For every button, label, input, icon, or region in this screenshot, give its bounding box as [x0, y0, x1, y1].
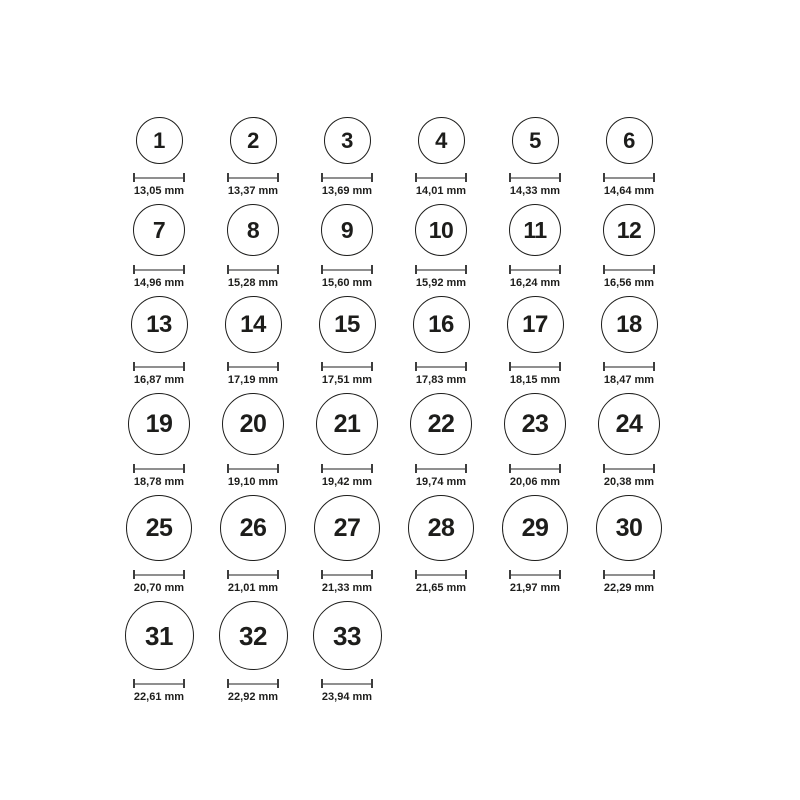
- ring-size-row: [112, 296, 800, 387]
- diameter-label: 16,87 mm: [133, 374, 185, 386]
- ring-size-item: [300, 117, 394, 198]
- diameter-label: 15,60 mm: [321, 277, 373, 289]
- ring-size-item: [112, 393, 206, 489]
- diameter-ruler-icon: [415, 570, 467, 579]
- ring-circle: [603, 204, 655, 256]
- diameter-label: 22,61 mm: [133, 691, 185, 703]
- diameter-ruler-icon: [509, 464, 561, 473]
- diameter-ruler-icon: [133, 464, 185, 473]
- ring-circle: [512, 117, 559, 164]
- ring-size-item: [394, 495, 488, 595]
- ring-size-number: 28: [427, 513, 455, 542]
- diameter-ruler-icon: [415, 464, 467, 473]
- ring-circle: [126, 495, 192, 561]
- ring-size-item: [488, 393, 582, 489]
- diameter-ruler-icon: [227, 570, 279, 579]
- ring-size-row: [112, 204, 800, 290]
- ring-circle: [410, 393, 472, 455]
- ruler-line: [229, 683, 277, 685]
- ring-circle: [131, 296, 188, 353]
- ruler-tick-icon: [183, 173, 185, 182]
- ring-circle: [415, 204, 467, 256]
- ring-size-item: [300, 495, 394, 595]
- ruler-line: [417, 269, 465, 271]
- ruler-line: [605, 574, 653, 576]
- diameter-label: 14,01 mm: [415, 185, 467, 197]
- ring-circle: [227, 204, 279, 256]
- diameter-ruler-icon: [321, 679, 373, 688]
- ring-size-number: 23: [521, 409, 549, 438]
- ring-size-item: [206, 204, 300, 290]
- diameter-ruler-icon: [509, 265, 561, 274]
- ring-circle: [313, 601, 382, 670]
- ruler-line: [135, 468, 183, 470]
- ring-size-item: [206, 117, 300, 198]
- diameter-ruler-icon: [509, 173, 561, 182]
- ruler-tick-icon: [371, 679, 373, 688]
- ring-size-row: [112, 117, 800, 198]
- ring-size-item: [300, 204, 394, 290]
- ruler-line: [511, 366, 559, 368]
- diameter-ruler-icon: [133, 362, 185, 371]
- ruler-tick-icon: [183, 362, 185, 371]
- ring-size-number: 5: [529, 127, 541, 153]
- ring-circle: [319, 296, 376, 353]
- ring-circle: [230, 117, 277, 164]
- ruler-line: [511, 269, 559, 271]
- ring-circle: [136, 117, 183, 164]
- ruler-line: [323, 574, 371, 576]
- ring-size-item: [394, 393, 488, 489]
- ring-size-item: [394, 296, 488, 387]
- ring-size-item: [300, 296, 394, 387]
- ring-size-number: 29: [521, 513, 549, 542]
- ring-size-item: [112, 296, 206, 387]
- ruler-tick-icon: [653, 173, 655, 182]
- diameter-ruler-icon: [227, 362, 279, 371]
- ruler-tick-icon: [559, 173, 561, 182]
- ruler-line: [323, 177, 371, 179]
- diameter-ruler-icon: [227, 265, 279, 274]
- ring-circle: [408, 495, 474, 561]
- diameter-label: 14,33 mm: [509, 185, 561, 197]
- ring-circle: [324, 117, 371, 164]
- ruler-tick-icon: [371, 464, 373, 473]
- ruler-tick-icon: [277, 362, 279, 371]
- ruler-line: [229, 366, 277, 368]
- diameter-label: 14,96 mm: [133, 277, 185, 289]
- ruler-line: [417, 468, 465, 470]
- diameter-label: 22,92 mm: [227, 691, 279, 703]
- diameter-label: 19,42 mm: [321, 476, 373, 488]
- ring-size-number: 12: [616, 216, 642, 243]
- ring-circle: [598, 393, 660, 455]
- ring-size-number: 24: [615, 409, 643, 438]
- diameter-ruler-icon: [133, 570, 185, 579]
- diameter-label: 18,15 mm: [509, 374, 561, 386]
- ring-size-number: 8: [246, 216, 260, 243]
- ruler-tick-icon: [465, 265, 467, 274]
- diameter-ruler-icon: [321, 173, 373, 182]
- ring-circle: [418, 117, 465, 164]
- ruler-line: [511, 177, 559, 179]
- ruler-tick-icon: [183, 570, 185, 579]
- ruler-tick-icon: [465, 173, 467, 182]
- ring-size-number: 19: [145, 409, 173, 438]
- ring-size-number: 30: [615, 513, 643, 542]
- diameter-ruler-icon: [415, 362, 467, 371]
- ruler-tick-icon: [653, 570, 655, 579]
- ruler-line: [229, 269, 277, 271]
- ring-size-number: 13: [146, 310, 172, 338]
- ring-circle: [596, 495, 662, 561]
- diameter-ruler-icon: [509, 362, 561, 371]
- ring-circle: [314, 495, 380, 561]
- diameter-label: 17,51 mm: [321, 374, 373, 386]
- ruler-tick-icon: [559, 464, 561, 473]
- diameter-label: 19,74 mm: [415, 476, 467, 488]
- diameter-label: 16,24 mm: [509, 277, 561, 289]
- ring-size-number: 9: [340, 216, 354, 243]
- diameter-ruler-icon: [227, 173, 279, 182]
- diameter-label: 13,69 mm: [321, 185, 373, 197]
- ring-size-item: [394, 204, 488, 290]
- ruler-line: [135, 177, 183, 179]
- ring-circle: [502, 495, 568, 561]
- ruler-line: [323, 683, 371, 685]
- ring-size-number: 27: [333, 513, 361, 542]
- ruler-line: [605, 177, 653, 179]
- diameter-ruler-icon: [321, 265, 373, 274]
- ruler-tick-icon: [277, 173, 279, 182]
- ruler-tick-icon: [653, 265, 655, 274]
- ring-size-row: [112, 495, 800, 595]
- ring-size-number: 16: [428, 310, 454, 338]
- ring-size-item: [582, 117, 676, 198]
- ring-circle: [128, 393, 190, 455]
- ruler-line: [323, 269, 371, 271]
- diameter-label: 15,28 mm: [227, 277, 279, 289]
- diameter-label: 23,94 mm: [321, 691, 373, 703]
- ring-size-item: [300, 601, 394, 704]
- ring-size-number: 2: [247, 127, 259, 153]
- ruler-line: [417, 177, 465, 179]
- diameter-ruler-icon: [321, 464, 373, 473]
- ruler-tick-icon: [371, 570, 373, 579]
- ring-circle: [601, 296, 658, 353]
- ring-size-row: [112, 393, 800, 489]
- ring-size-number: 17: [522, 310, 548, 338]
- ruler-line: [229, 177, 277, 179]
- diameter-ruler-icon: [415, 265, 467, 274]
- diameter-ruler-icon: [603, 570, 655, 579]
- diameter-label: 21,97 mm: [509, 582, 561, 594]
- diameter-ruler-icon: [227, 464, 279, 473]
- ruler-line: [135, 269, 183, 271]
- ruler-line: [135, 683, 183, 685]
- diameter-label: 20,70 mm: [133, 582, 185, 594]
- diameter-label: 20,06 mm: [509, 476, 561, 488]
- ring-size-item: [582, 495, 676, 595]
- ruler-tick-icon: [277, 570, 279, 579]
- ruler-tick-icon: [183, 265, 185, 274]
- diameter-ruler-icon: [321, 362, 373, 371]
- ring-size-item: [488, 204, 582, 290]
- diameter-ruler-icon: [133, 265, 185, 274]
- ring-size-number: 18: [616, 310, 642, 338]
- ring-size-number: 11: [523, 216, 547, 243]
- ring-circle: [507, 296, 564, 353]
- ruler-line: [417, 574, 465, 576]
- diameter-ruler-icon: [603, 464, 655, 473]
- ruler-tick-icon: [277, 265, 279, 274]
- ruler-tick-icon: [653, 464, 655, 473]
- ring-size-number: 31: [145, 620, 173, 651]
- diameter-ruler-icon: [227, 679, 279, 688]
- ring-size-number: 21: [333, 409, 361, 438]
- ruler-tick-icon: [183, 679, 185, 688]
- ring-size-item: [206, 393, 300, 489]
- ring-circle: [125, 601, 194, 670]
- ring-size-item: [112, 601, 206, 704]
- ring-circle: [504, 393, 566, 455]
- diameter-ruler-icon: [133, 173, 185, 182]
- ring-circle: [220, 495, 286, 561]
- ring-size-row: [112, 601, 800, 704]
- ring-circle: [606, 117, 653, 164]
- diameter-label: 16,56 mm: [603, 277, 655, 289]
- ruler-line: [135, 366, 183, 368]
- ring-size-number: 32: [239, 620, 267, 651]
- ruler-line: [135, 574, 183, 576]
- diameter-ruler-icon: [603, 173, 655, 182]
- ruler-tick-icon: [371, 173, 373, 182]
- ring-size-item: [112, 117, 206, 198]
- ring-size-item: [112, 495, 206, 595]
- ruler-tick-icon: [371, 362, 373, 371]
- ring-size-number: 7: [152, 216, 166, 243]
- ring-size-number: 22: [427, 409, 455, 438]
- diameter-ruler-icon: [509, 570, 561, 579]
- diameter-label: 21,65 mm: [415, 582, 467, 594]
- diameter-ruler-icon: [133, 679, 185, 688]
- ring-size-item: [488, 495, 582, 595]
- ruler-tick-icon: [277, 464, 279, 473]
- ruler-tick-icon: [559, 362, 561, 371]
- ring-size-number: 1: [153, 127, 165, 153]
- diameter-label: 13,05 mm: [133, 185, 185, 197]
- ruler-line: [229, 574, 277, 576]
- ruler-tick-icon: [559, 265, 561, 274]
- ring-circle: [225, 296, 282, 353]
- ring-circle: [413, 296, 470, 353]
- ring-circle: [316, 393, 378, 455]
- ring-size-item: [582, 296, 676, 387]
- ring-size-item: [206, 495, 300, 595]
- diameter-ruler-icon: [603, 362, 655, 371]
- ring-circle: [509, 204, 561, 256]
- ring-size-number: 4: [435, 127, 447, 153]
- ring-size-number: 25: [145, 513, 173, 542]
- diameter-label: 19,10 mm: [227, 476, 279, 488]
- ring-size-number: 15: [334, 310, 360, 338]
- ruler-line: [229, 468, 277, 470]
- ring-circle: [219, 601, 288, 670]
- diameter-label: 18,78 mm: [133, 476, 185, 488]
- diameter-label: 17,19 mm: [227, 374, 279, 386]
- ring-size-number: 33: [333, 620, 361, 651]
- ring-size-item: [394, 117, 488, 198]
- diameter-label: 13,37 mm: [227, 185, 279, 197]
- diameter-label: 18,47 mm: [603, 374, 655, 386]
- ruler-line: [605, 269, 653, 271]
- diameter-label: 22,29 mm: [603, 582, 655, 594]
- ruler-tick-icon: [465, 362, 467, 371]
- ring-circle: [133, 204, 185, 256]
- ring-size-item: [488, 117, 582, 198]
- ring-size-number: 20: [239, 409, 267, 438]
- diameter-ruler-icon: [321, 570, 373, 579]
- ruler-line: [605, 468, 653, 470]
- ruler-tick-icon: [371, 265, 373, 274]
- ring-size-number: 14: [240, 310, 266, 338]
- ruler-line: [417, 366, 465, 368]
- ruler-tick-icon: [653, 362, 655, 371]
- ring-size-number: 26: [239, 513, 267, 542]
- ring-size-number: 3: [341, 127, 353, 153]
- diameter-ruler-icon: [415, 173, 467, 182]
- ruler-line: [511, 468, 559, 470]
- ruler-line: [605, 366, 653, 368]
- diameter-label: 14,64 mm: [603, 185, 655, 197]
- ruler-tick-icon: [559, 570, 561, 579]
- ring-size-item: [300, 393, 394, 489]
- diameter-label: 21,01 mm: [227, 582, 279, 594]
- ring-circle: [222, 393, 284, 455]
- ring-size-item: [488, 296, 582, 387]
- ruler-tick-icon: [183, 464, 185, 473]
- ring-size-item: [582, 393, 676, 489]
- ruler-tick-icon: [277, 679, 279, 688]
- diameter-ruler-icon: [603, 265, 655, 274]
- ruler-tick-icon: [465, 570, 467, 579]
- ruler-tick-icon: [465, 464, 467, 473]
- ring-size-item: [206, 296, 300, 387]
- ring-size-number: 10: [428, 216, 454, 243]
- ring-circle: [321, 204, 373, 256]
- diameter-label: 15,92 mm: [415, 277, 467, 289]
- ring-size-number: 6: [623, 127, 635, 153]
- ring-size-item: [582, 204, 676, 290]
- ruler-line: [323, 468, 371, 470]
- diameter-label: 21,33 mm: [321, 582, 373, 594]
- ring-size-item: [206, 601, 300, 704]
- ruler-line: [323, 366, 371, 368]
- ring-size-item: [112, 204, 206, 290]
- ruler-line: [511, 574, 559, 576]
- diameter-label: 20,38 mm: [603, 476, 655, 488]
- diameter-label: 17,83 mm: [415, 374, 467, 386]
